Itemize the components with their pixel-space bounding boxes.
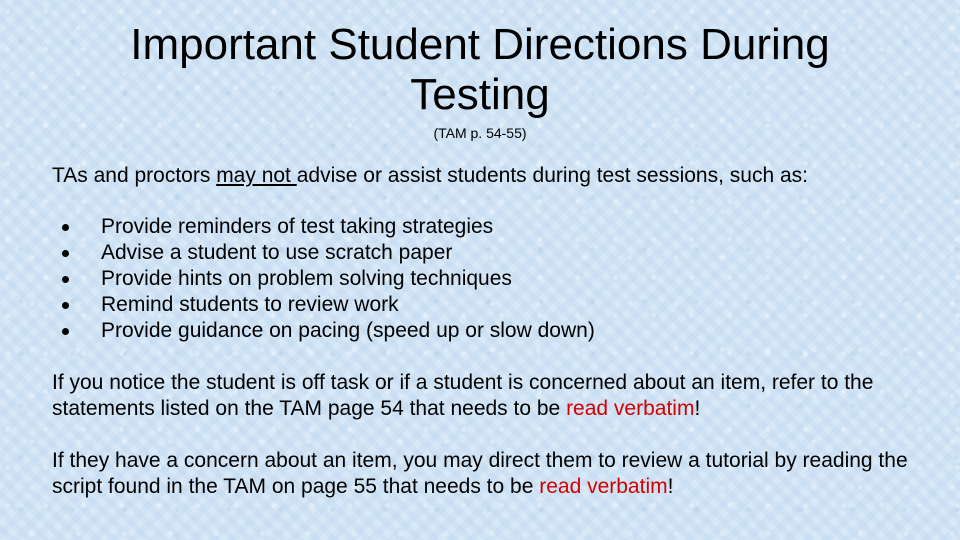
- paragraph-end: !: [694, 397, 701, 420]
- bullet-dot-icon: [62, 328, 69, 335]
- paragraph-tutorial: [52, 448, 932, 500]
- intro-underlined: may not: [216, 164, 297, 187]
- bullet-item: [62, 266, 595, 292]
- bullet-text: Provide reminders of test taking strategies: [101, 215, 494, 238]
- bullet-item: [62, 214, 595, 240]
- read-verbatim-highlight: read verbatim: [539, 475, 668, 498]
- paragraph-text: If they have a concern about an item, you may direct them to review a tutorial by reading the script found in the TAM on page 55 that needs to be: [52, 449, 908, 498]
- bullet-text: Provide hints on problem solving techniques: [101, 267, 512, 290]
- intro-after: advise or assist students during test sessions, such as:: [296, 164, 808, 187]
- bullet-list: [62, 214, 595, 344]
- title-line-1: Important Student Directions During: [130, 20, 830, 69]
- bullet-item: [62, 318, 595, 344]
- paragraph-text: If you notice the student is off task or if a student is concerned about an item, refer to the statements listed on the TAM page 54 that needs to be: [52, 371, 874, 420]
- slide-title: [80, 20, 880, 120]
- bullet-dot-icon: [62, 276, 69, 283]
- bullet-dot-icon: [62, 224, 69, 231]
- bullet-text: Advise a student to use scratch paper: [101, 241, 453, 264]
- paragraph-off-task: [52, 370, 932, 422]
- slide-subtitle: (TAM p. 54-55): [433, 125, 527, 141]
- bullet-text: Provide guidance on pacing (speed up or slow down): [101, 319, 595, 342]
- bullet-dot-icon: [62, 302, 69, 309]
- bullet-item: [62, 292, 595, 318]
- paragraph-end: !: [667, 475, 674, 498]
- bullet-dot-icon: [62, 250, 69, 257]
- read-verbatim-highlight: read verbatim: [566, 397, 695, 420]
- bullet-item: [62, 240, 595, 266]
- intro-before: TAs and proctors: [52, 164, 217, 187]
- title-line-2: Testing: [410, 70, 550, 119]
- intro-text: [52, 162, 932, 190]
- bullet-text: Remind students to review work: [101, 293, 399, 316]
